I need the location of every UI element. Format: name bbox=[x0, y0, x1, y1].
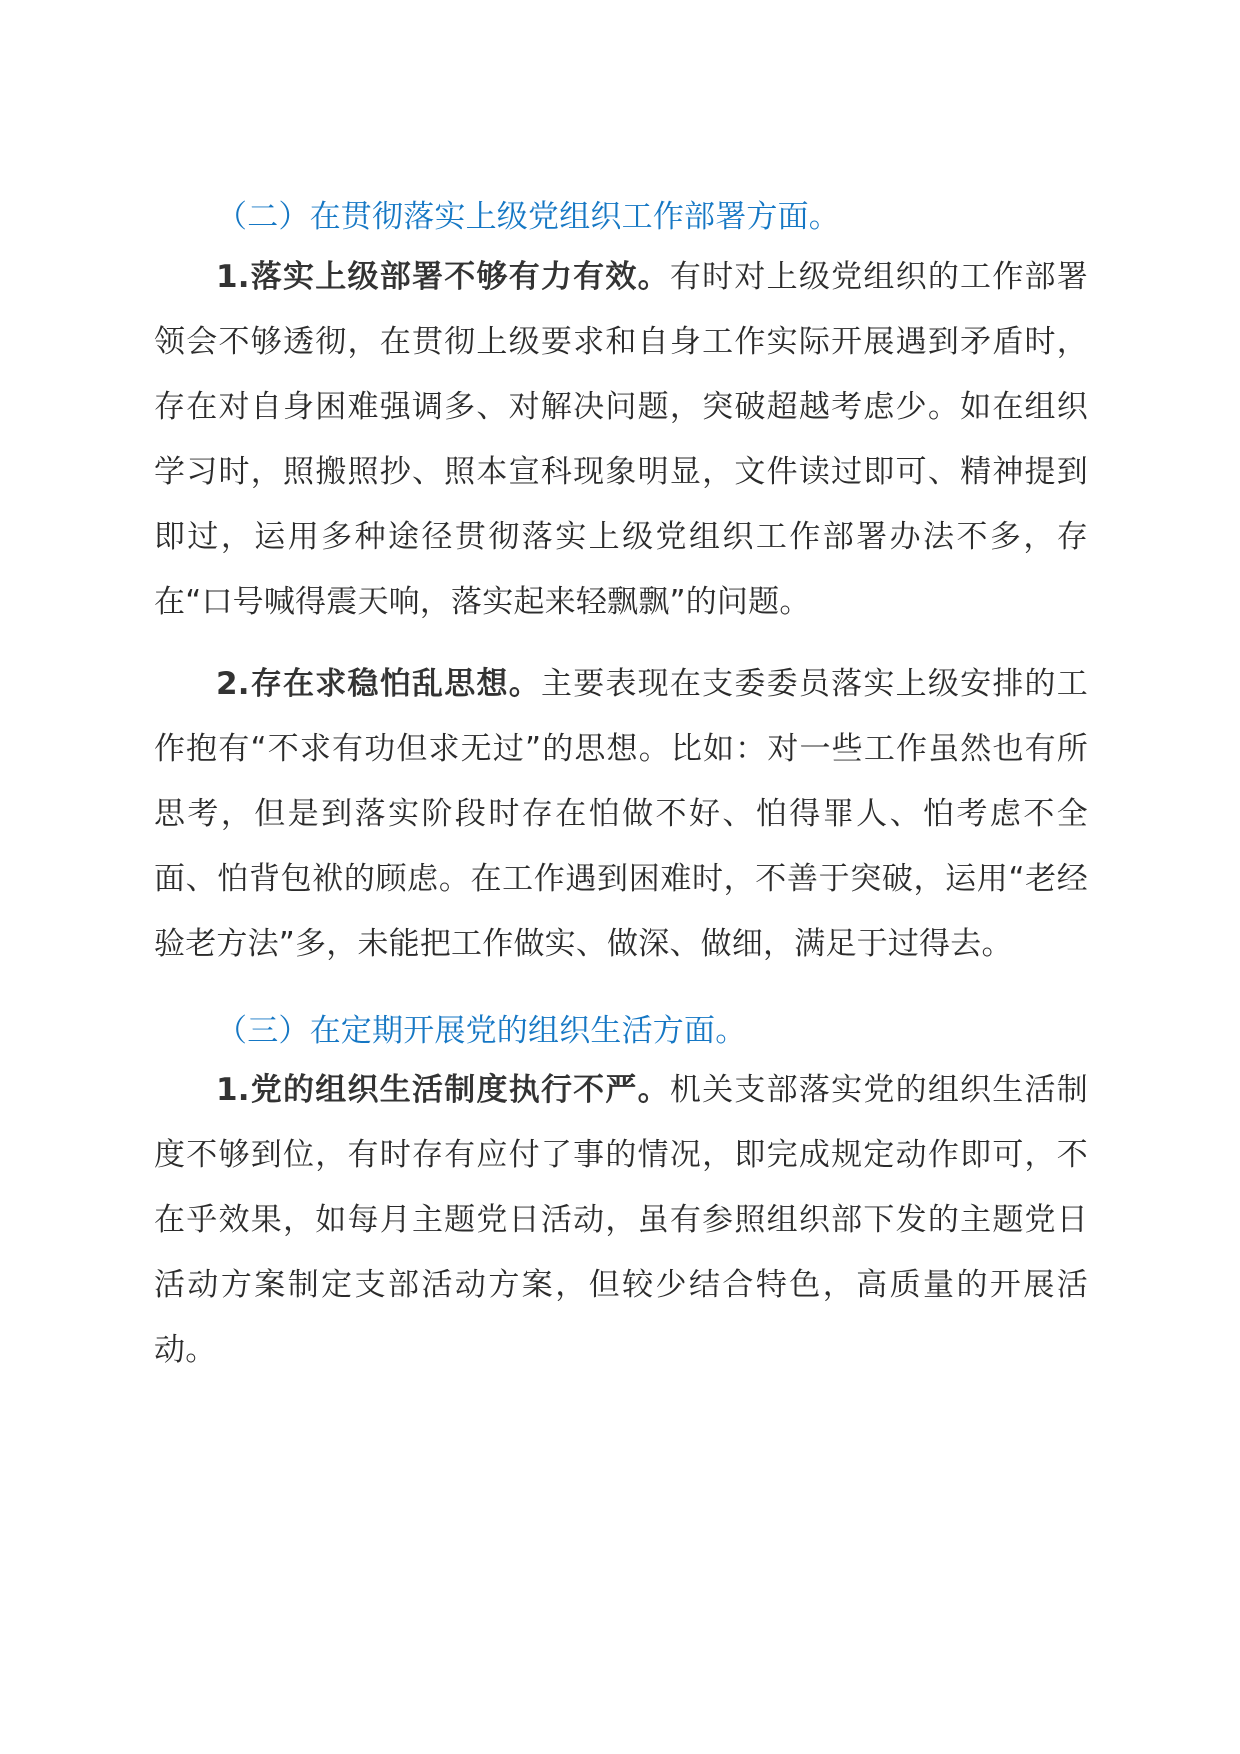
paragraph-3-1-text: 机关支部落实党的组织生活制度不够到位，有时存有应付了事的情况，即完成规定动作即可，不在乎效果，如每月主题党日活动，虽有参照组织部下发的主题党日活动方案制定支部活动方案，但较少结合特色，高质量的开展活动。 bbox=[154, 1072, 1088, 1368]
paragraph-2-1-text: 有时对上级党组织的工作部署领会不够透彻，在贯彻上级要求和自身工作实际开展遇到矛盾时，存在对自身困难强调多、对解决问题，突破超越考虑少。如在组织学习时，照搬照抄、照本宣科现象明显，文件读过即可、精神提到即过，运用多种途径贯彻落实上级党组织工作部署办法不多，存在“口号喊得震天响，落实起来轻飘飘”的问题。 bbox=[154, 259, 1088, 620]
section-heading-2: （二）在贯彻落实上级党组织工作部署方面。 bbox=[216, 199, 840, 235]
paragraph-2-2-text: 主要表现在支委委员落实上级安排的工作抱有“不求有功但求无过”的思想。比如：对一些工作虽然也有所思考，但是到落实阶段时存在怕做不好、怕得罪人、怕考虑不全面、怕背包袱的顾虑。在工作遇到困难时，不善于突破，运用“老经验老方法”多，未能把工作做实、做深、做细，满足于过得去。 bbox=[154, 666, 1088, 962]
paragraph-3-1-lead: 1.党的组织生活制度执行不严。 bbox=[216, 1072, 670, 1108]
document-page bbox=[154, 0, 1088, 1754]
paragraph-2-1-lead: 1.落实上级部署不够有力有效。 bbox=[216, 259, 670, 295]
paragraph-2-1 bbox=[154, 245, 1088, 635]
paragraph-3-1 bbox=[154, 1058, 1088, 1383]
paragraph-2-2-lead: 2.存在求稳怕乱思想。 bbox=[216, 666, 541, 702]
paragraph-2-2 bbox=[154, 652, 1088, 977]
section-heading-3: （三）在定期开展党的组织生活方面。 bbox=[216, 1013, 747, 1049]
